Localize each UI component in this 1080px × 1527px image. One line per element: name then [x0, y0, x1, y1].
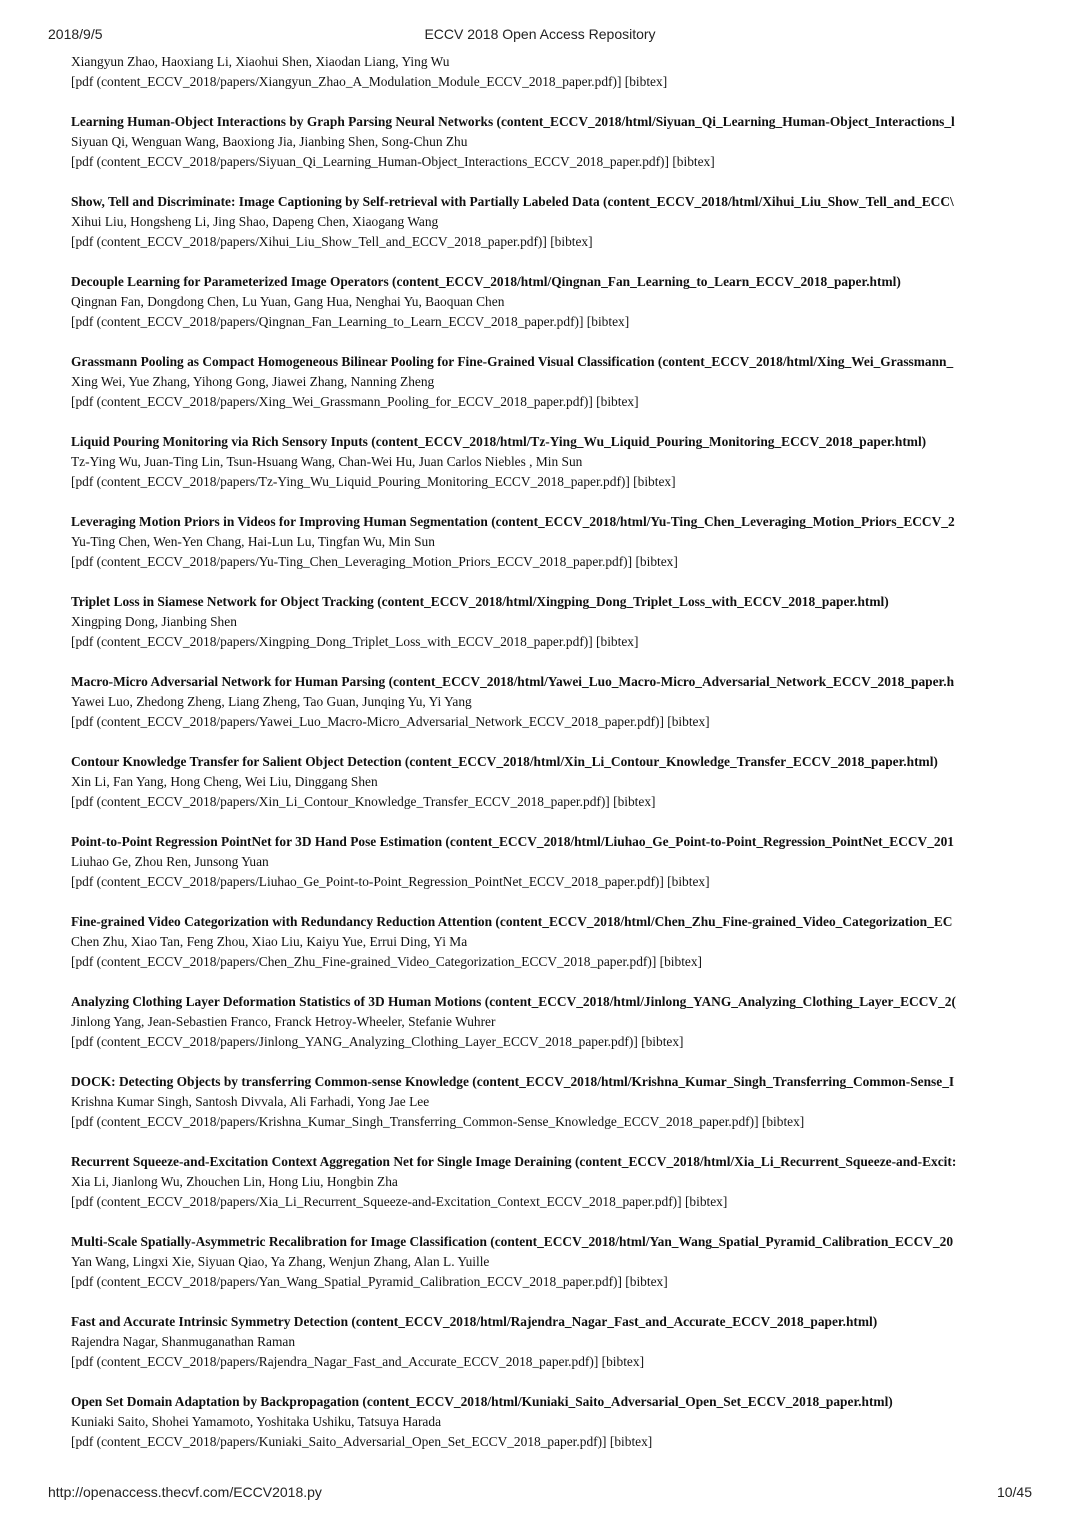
paper-authors: Jinlong Yang, Jean-Sebastien Franco, Franck Hetroy-Wheeler, Stefanie Wuhrer	[71, 1014, 496, 1029]
paper-title-link[interactable]: Recurrent Squeeze-and-Excitation Context Aggregation Net for Single Image Deraining (content_ECCV_2018/html/Xia_Li_Recurrent_Squeeze-and-Excit:	[71, 1154, 957, 1169]
paper-links[interactable]: [pdf (content_ECCV_2018/papers/Liuhao_Ge_Point-to-Point_Regression_PointNet_ECCV_2018_paper.pdf)] [bibtex]	[71, 874, 710, 889]
paper-authors: Xing Wei, Yue Zhang, Yihong Gong, Jiawei Zhang, Nanning Zheng	[71, 374, 435, 389]
paper-links[interactable]: [pdf (content_ECCV_2018/papers/Yu-Ting_Chen_Leveraging_Motion_Priors_ECCV_2018_paper.pdf)] [bibtex]	[71, 554, 678, 569]
paper-title-link[interactable]: Liquid Pouring Monitoring via Rich Sensory Inputs (content_ECCV_2018/html/Tz-Ying_Wu_Liquid_Pouring_Monitoring_ECCV_2018_paper.html)	[71, 434, 927, 449]
paper-authors: Qingnan Fan, Dongdong Chen, Lu Yuan, Gang Hua, Nenghai Yu, Baoquan Chen	[71, 294, 505, 309]
paper-title-link[interactable]: Contour Knowledge Transfer for Salient Object Detection (content_ECCV_2018/html/Xin_Li_Contour_Knowledge_Transfer_ECCV_2018_paper.html)	[71, 754, 938, 769]
paper-title-link[interactable]: Fast and Accurate Intrinsic Symmetry Detection (content_ECCV_2018/html/Rajendra_Nagar_Fast_and_Accurate_ECCV_2018_paper.html)	[71, 1314, 878, 1329]
paper-entry	[71, 1392, 1033, 1452]
paper-entry	[71, 432, 1033, 492]
paper-authors: Krishna Kumar Singh, Santosh Divvala, Ali Farhadi, Yong Jae Lee	[71, 1094, 430, 1109]
paper-entry	[71, 1312, 1033, 1372]
paper-title-link[interactable]: Decouple Learning for Parameterized Image Operators (content_ECCV_2018/html/Qingnan_Fan_Learning_to_Learn_ECCV_2018_paper.html)	[71, 274, 901, 289]
paper-title-link[interactable]: Triplet Loss in Siamese Network for Object Tracking (content_ECCV_2018/html/Xingping_Dong_Triplet_Loss_with_ECCV_2018_paper.html)	[71, 594, 889, 609]
paper-authors: Yan Wang, Lingxi Xie, Siyuan Qiao, Ya Zhang, Wenjun Zhang, Alan L. Yuille	[71, 1254, 490, 1269]
paper-entry	[71, 592, 1033, 652]
paper-authors: Siyuan Qi, Wenguan Wang, Baoxiong Jia, Jianbing Shen, Song-Chun Zhu	[71, 134, 468, 149]
paper-links[interactable]: [pdf (content_ECCV_2018/papers/Xihui_Liu_Show_Tell_and_ECCV_2018_paper.pdf)] [bibtex]	[71, 234, 593, 249]
paper-entry	[71, 752, 1033, 812]
paper-links[interactable]: [pdf (content_ECCV_2018/papers/Tz-Ying_Wu_Liquid_Pouring_Monitoring_ECCV_2018_paper.pdf)] [bibtex]	[71, 474, 676, 489]
paper-authors: Xihui Liu, Hongsheng Li, Jing Shao, Dapeng Chen, Xiaogang Wang	[71, 214, 439, 229]
page-title: ECCV 2018 Open Access Repository	[424, 26, 656, 42]
paper-links[interactable]: [pdf (content_ECCV_2018/papers/Xing_Wei_Grassmann_Pooling_for_ECCV_2018_paper.pdf)] [bibtex]	[71, 394, 639, 409]
page-number: 10/45	[996, 1484, 1032, 1500]
paper-title-link[interactable]: Learning Human-Object Interactions by Graph Parsing Neural Networks (content_ECCV_2018/html/Siyuan_Qi_Learning_Human-Object_Interactions_l	[71, 114, 955, 129]
paper-title-link[interactable]: DOCK: Detecting Objects by transferring Common-sense Knowledge (content_ECCV_2018/html/Krishna_Kumar_Singh_Transferring_Common-Sense_I	[71, 1074, 955, 1089]
paper-links[interactable]: [pdf (content_ECCV_2018/papers/Siyuan_Qi_Learning_Human-Object_Interactions_ECCV_2018_paper.pdf)] [bibtex]	[71, 154, 715, 169]
print-date: 2018/9/5	[48, 26, 103, 42]
paper-links[interactable]: [pdf (content_ECCV_2018/papers/Jinlong_YANG_Analyzing_Clothing_Layer_ECCV_2018_paper.pdf)] [bibtex]	[71, 1034, 684, 1049]
paper-links[interactable]: [pdf (content_ECCV_2018/papers/Yan_Wang_Spatial_Pyramid_Calibration_ECCV_2018_paper.pdf)] [bibtex]	[71, 1274, 668, 1289]
paper-links[interactable]: [pdf (content_ECCV_2018/papers/Chen_Zhu_Fine-grained_Video_Categorization_ECCV_2018_paper.pdf)] [bibtex]	[71, 954, 703, 969]
paper-entry	[71, 512, 1033, 572]
paper-entry	[71, 1152, 1033, 1212]
paper-links[interactable]: [pdf (content_ECCV_2018/papers/Xin_Li_Contour_Knowledge_Transfer_ECCV_2018_paper.pdf)] [bibtex]	[71, 794, 656, 809]
page-url: http://openaccess.thecvf.com/ECCV2018.py	[48, 1484, 322, 1500]
paper-authors: Xia Li, Jianlong Wu, Zhouchen Lin, Hong Liu, Hongbin Zha	[71, 1174, 398, 1189]
paper-entry	[71, 272, 1033, 332]
paper-authors: Tz-Ying Wu, Juan-Ting Lin, Tsun-Hsuang Wang, Chan-Wei Hu, Juan Carlos Niebles , Min Sun	[71, 454, 583, 469]
paper-title-link[interactable]: Open Set Domain Adaptation by Backpropagation (content_ECCV_2018/html/Kuniaki_Saito_Adversarial_Open_Set_ECCV_2018_paper.html)	[71, 1394, 893, 1409]
paper-entry	[71, 832, 1033, 892]
paper-links[interactable]: [pdf (content_ECCV_2018/papers/Xia_Li_Recurrent_Squeeze-and-Excitation_Context_ECCV_2018_paper.pdf)] [bibtex]	[71, 1194, 728, 1209]
paper-authors: Chen Zhu, Xiao Tan, Feng Zhou, Xiao Liu, Kaiyu Yue, Errui Ding, Yi Ma	[71, 934, 468, 949]
paper-entry	[71, 992, 1033, 1052]
paper-entry	[71, 672, 1033, 732]
paper-title-link[interactable]: Point-to-Point Regression PointNet for 3D Hand Pose Estimation (content_ECCV_2018/html/Liuhao_Ge_Point-to-Point_Regression_PointNet_ECCV_201	[71, 834, 954, 849]
paper-links[interactable]: [pdf (content_ECCV_2018/papers/Xiangyun_Zhao_A_Modulation_Module_ECCV_2018_paper.pdf)] [bibtex]	[71, 74, 668, 89]
paper-links[interactable]: [pdf (content_ECCV_2018/papers/Kuniaki_Saito_Adversarial_Open_Set_ECCV_2018_paper.pdf)] [bibtex]	[71, 1434, 653, 1449]
paper-links[interactable]: [pdf (content_ECCV_2018/papers/Rajendra_Nagar_Fast_and_Accurate_ECCV_2018_paper.pdf)] [bibtex]	[71, 1354, 645, 1369]
paper-entry	[71, 912, 1033, 972]
paper-links[interactable]: [pdf (content_ECCV_2018/papers/Xingping_Dong_Triplet_Loss_with_ECCV_2018_paper.pdf)] [bibtex]	[71, 634, 639, 649]
paper-entry	[71, 112, 1033, 172]
paper-authors: Xin Li, Fan Yang, Hong Cheng, Wei Liu, Dinggang Shen	[71, 774, 378, 789]
paper-title-link[interactable]: Fine-grained Video Categorization with Redundancy Reduction Attention (content_ECCV_2018/html/Chen_Zhu_Fine-grained_Video_Categorization_EC	[71, 914, 953, 929]
paper-title-link[interactable]: Leveraging Motion Priors in Videos for Improving Human Segmentation (content_ECCV_2018/html/Yu-Ting_Chen_Leveraging_Motion_Priors_ECCV_2	[71, 514, 955, 529]
paper-entry	[71, 1072, 1033, 1132]
paper-entry	[71, 192, 1033, 252]
paper-entry	[71, 1232, 1033, 1292]
paper-title-link[interactable]: Multi-Scale Spatially-Asymmetric Recalibration for Image Classification (content_ECCV_2018/html/Yan_Wang_Spatial_Pyramid_Calibration_ECCV_20	[71, 1234, 954, 1249]
paper-authors: Rajendra Nagar, Shanmuganathan Raman	[71, 1334, 296, 1349]
paper-links[interactable]: [pdf (content_ECCV_2018/papers/Qingnan_Fan_Learning_to_Learn_ECCV_2018_paper.pdf)] [bibtex]	[71, 314, 630, 329]
paper-links[interactable]: [pdf (content_ECCV_2018/papers/Yawei_Luo_Macro-Micro_Adversarial_Network_ECCV_2018_paper.pdf)] [bibtex]	[71, 714, 710, 729]
paper-authors: Yawei Luo, Zhedong Zheng, Liang Zheng, Tao Guan, Junqing Yu, Yi Yang	[71, 694, 472, 709]
paper-authors: Liuhao Ge, Zhou Ren, Junsong Yuan	[71, 854, 269, 869]
print-header	[48, 26, 1032, 46]
paper-title-link[interactable]: Show, Tell and Discriminate: Image Captioning by Self-retrieval with Partially Labeled Data (content_ECCV_2018/html/Xihui_Liu_Show_Tell_and_ECC\	[71, 194, 954, 209]
paper-entry	[71, 352, 1033, 412]
paper-title-link[interactable]: Macro-Micro Adversarial Network for Human Parsing (content_ECCV_2018/html/Yawei_Luo_Macro-Micro_Adversarial_Network_ECCV_2018_paper.h	[71, 674, 955, 689]
paper-title-link[interactable]: Grassmann Pooling as Compact Homogeneous Bilinear Pooling for Fine-Grained Visual Classification (content_ECCV_2018/html/Xing_Wei_Grassmann_	[71, 354, 954, 369]
paper-links[interactable]: [pdf (content_ECCV_2018/papers/Krishna_Kumar_Singh_Transferring_Common-Sense_Knowledge_ECCV_2018_paper.pdf)] [bibtex]	[71, 1114, 805, 1129]
paper-list	[71, 52, 1033, 1472]
paper-authors: Kuniaki Saito, Shohei Yamamoto, Yoshitaka Ushiku, Tatsuya Harada	[71, 1414, 442, 1429]
paper-authors: Xiangyun Zhao, Haoxiang Li, Xiaohui Shen, Xiaodan Liang, Ying Wu	[71, 54, 450, 69]
paper-title-link[interactable]: Analyzing Clothing Layer Deformation Statistics of 3D Human Motions (content_ECCV_2018/html/Jinlong_YANG_Analyzing_Clothing_Layer_ECCV_2(	[71, 994, 956, 1009]
print-footer	[48, 1484, 1032, 1504]
paper-authors: Yu-Ting Chen, Wen-Yen Chang, Hai-Lun Lu, Tingfan Wu, Min Sun	[71, 534, 435, 549]
paper-entry-partial	[71, 52, 1033, 92]
paper-authors: Xingping Dong, Jianbing Shen	[71, 614, 237, 629]
